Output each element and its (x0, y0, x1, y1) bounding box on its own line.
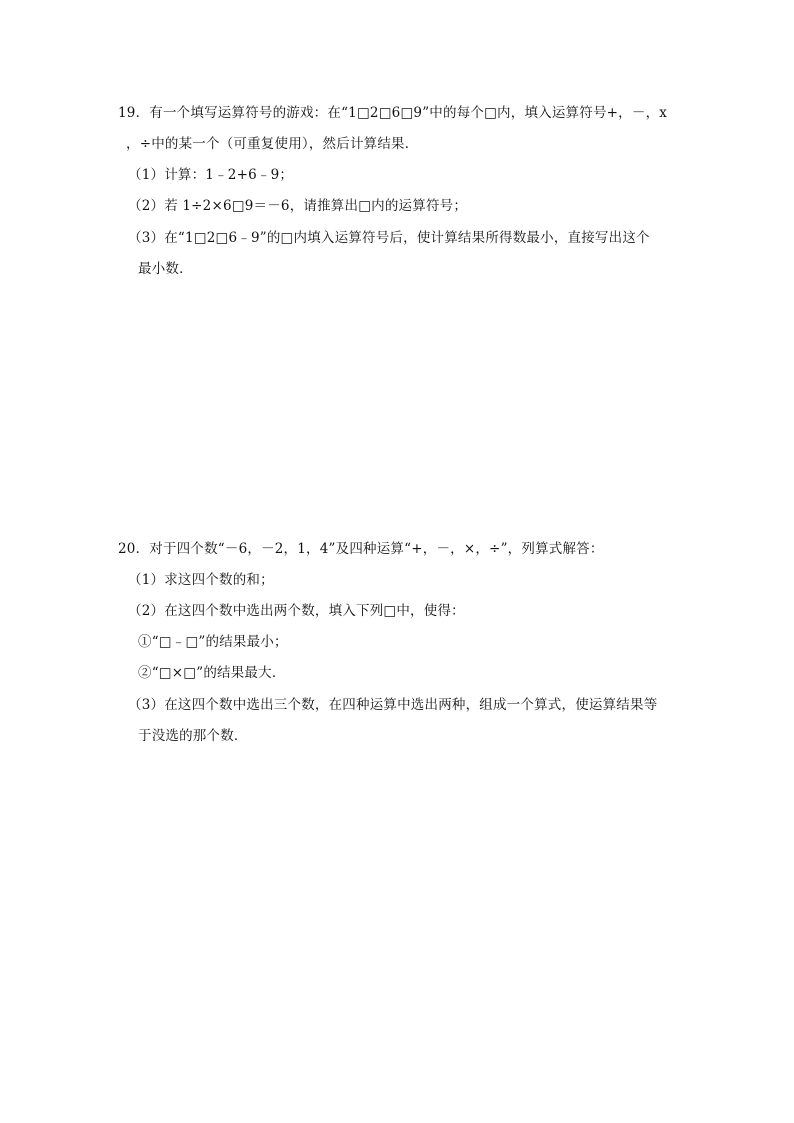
q20-part-3-line-2: 于没选的那个数． (138, 728, 248, 744)
q19-part-2: （2）若 1÷2×6□9＝－6，请推算出□内的运算符号； (128, 198, 468, 214)
q20-part-3-line-1: （3）在这四个数中选出三个数，在四种运算中选出两种，组成一个算式，使运算结果等 (128, 697, 658, 713)
q20-part-2: （2）在这四个数中选出两个数，填入下列□中，使得： (128, 603, 465, 619)
q19-part-3-line-2: 最小数． (138, 261, 193, 277)
q19-stem-line-1: 19．有一个填写运算符号的游戏：在“1□2□6□9”中的每个□内，填入运算符号+，－，x (118, 105, 668, 121)
q19-part-1: （1）计算：1﹣2+6﹣9； (128, 167, 294, 183)
q20-part-2-condition-1: ①“□﹣□”的结果最小； (138, 634, 288, 650)
q20-stem: 20．对于四个数“－6，－2，1，4”及四种运算“+，－，×，÷”，列算式解答： (118, 541, 604, 557)
q19-part-3-line-1: （3）在“1□2□6﹣9”的□内填入运算符号后，使计算结果所得数最小，直接写出这个 (128, 230, 650, 246)
q19-stem-line-2: ，÷中的某一个（可重复使用），然后计算结果． (126, 136, 419, 152)
q20-part-1: （1）求这四个数的和； (128, 572, 274, 588)
q20-part-2-condition-2: ②“□×□”的结果最大． (138, 665, 286, 681)
